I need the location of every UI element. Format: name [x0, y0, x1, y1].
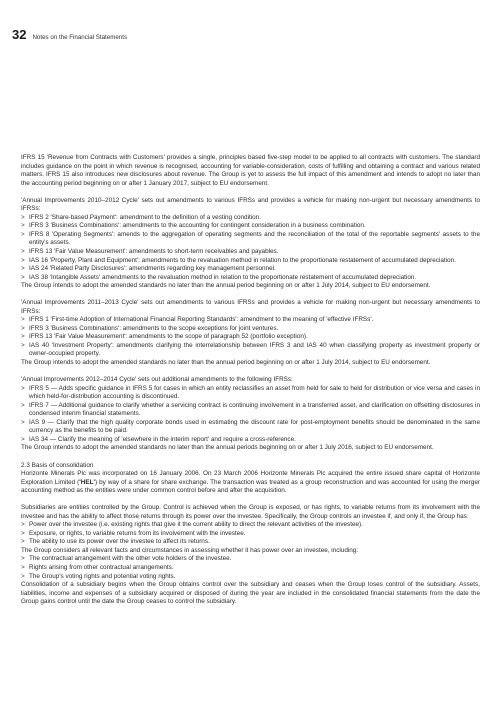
bullet-marker: > [21, 222, 25, 230]
bullet-marker: > [21, 213, 25, 221]
bullet-marker: > [21, 324, 25, 332]
cycle-2010-2012-list [21, 214, 480, 282]
control-criteria-list [21, 521, 480, 547]
bullet-marker: > [21, 538, 25, 546]
relevant-facts-list [21, 555, 480, 581]
list-item: > IFRS 5 — Adds specific guidance in IFRS 5 for cases in which an entity reclassifies an asset from held for sale to held for distribution or vice versa and cases in which held-for-distribution accounting is discontinued. [21, 384, 480, 401]
bullet-marker: > [21, 418, 25, 426]
cycle-2012-2014-intro: 'Annual Improvements 2012–2014 Cycle' sets out additional amendments to the following IFRSs: [21, 376, 293, 384]
bullet-marker: > [21, 401, 25, 409]
bullet-marker: > [21, 273, 25, 281]
list-item: > The ability to use its power over the investee to affect its returns. [21, 538, 210, 546]
list-item: > IFRS 7 — Additional guidance to clarify whether a servicing contract is continuing involvement in a transferred asset, and clarification on offsetting disclosures in condensed interim financial statements. [21, 401, 480, 418]
list-item: > IFRS 1 'First-time Adoption of International Financial Reporting Standards': amendment to the meaning of 'effective IFRSs'. [21, 316, 374, 324]
bullet-marker: > [21, 341, 25, 349]
bullet-marker: > [21, 316, 25, 324]
header-title: Notes on the Financial Statements [32, 34, 128, 41]
list-item: > IAS 34 — Clarify the meaning of 'elsewhere in the interim report' and require a cross-reference. [21, 435, 296, 443]
basis-paragraph-4: Consolidation of a subsidiary begins when the Group obtains control over the subsidiary and ceases when the Group loses control of the subsidiary. Assets, liabilities, income and expenses of a subsidiary acquired or disposed of during the year are included in the consolidated financial statements from the date the Group gains control until the date the Group ceases to control the subsidiary. [21, 581, 480, 606]
list-item: > IFRS 13 'Fair Value Measurement': amendments to the scope of paragraph 52 (portfolio exception). [21, 333, 308, 341]
list-item: > The contractual arrangement with the other vote holders of the investee. [21, 555, 232, 563]
cycle-2010-2012-intro: 'Annual Improvements 2010–2012 Cycle' sets out amendments to various IFRSs and provides a vehicle for making non-urgent but necessary amendments to IFRSs: [21, 196, 480, 213]
cycle-2011-2013-list [21, 316, 480, 359]
bullet-marker: > [21, 247, 25, 255]
list-item: > Exposure, or rights, to variable returns from its involvement with the investee. [21, 529, 246, 537]
list-item: > IFRS 3 'Business Combinations': amendments to the scope exceptions for joint ventures. [21, 324, 279, 332]
section-heading: 2.3 Basis of consolidation [21, 461, 94, 469]
bullet-marker: > [21, 572, 25, 580]
list-item: > IFRS 8 'Operating Segments': amends to the aggregation of operating segments and the reconciliation of the total of the reportable segments' assets to the entity's assets. [21, 230, 480, 247]
list-item: > The Group's voting rights and potential voting rights. [21, 572, 176, 580]
bullet-marker: > [21, 333, 25, 341]
cycle-2012-2014-closing: The Group intends to adopt the amended standards no later than the annual periods beginning on or after 1 July 2016, subject to EU endorsement. [21, 444, 434, 452]
list-item: > Power over the investee (i.e. existing rights that give it the current ability to direct the relevant activities of the investee). [21, 521, 363, 529]
page-number: 32 [12, 27, 27, 42]
bullet-marker: > [21, 265, 25, 273]
list-item: > IFRS 13 'Fair Value Measurement': amendments to short-term receivables and payables. [21, 247, 279, 255]
bullet-marker: > [21, 529, 25, 537]
hel-abbreviation: 'HEL' [79, 478, 96, 486]
bullet-marker: > [21, 555, 25, 563]
bullet-marker: > [21, 384, 25, 392]
basis-paragraph-1: Horizonte Minerals Plc was incorporated on 16 January 2006. On 23 March 2006 Horizonte Minerals Plc acquired the entire issued share capital of Horizonte Exploration Limited ('HEL') by way of a share for share exchange. The transaction was treated as a group reconstruction and was accounted for using the merger accounting method as the entities were under common control before and after the acquisition. [21, 470, 480, 495]
list-item: > IAS 40 'Investment Property': amendments clarifying the interrelationship between IFRS 3 and IAS 40 when classifying property as investment property or owner-occupied property. [21, 341, 480, 358]
list-item: > IAS 9 — Clarify that the high quality corporate bonds used in estimating the discount rate for post-employment benefits should be denominated in the same currency as the benefits to be paid. [21, 418, 480, 435]
bullet-marker: > [21, 564, 25, 572]
notes-body [21, 154, 480, 607]
basis-paragraph-2: Subsidiaries are entities controlled by the Group. Control is achieved when the Group is exposed, or has rights, to variable returns from its involvement with the investee and has the ability to affect those returns through its power over the investee. Specifically, the Group controls an investee if, and only if, the Group has: [21, 504, 480, 520]
list-item: > Rights arising from other contractual arrangements. [21, 564, 174, 572]
cycle-2012-2014-list [21, 385, 480, 445]
bullet-marker: > [21, 230, 25, 238]
list-item: > IAS 38 'Intangible Assets' amendments to the revaluation method in relation to the proportionate restatement of accumulated depreciation. [21, 273, 417, 281]
list-item: > IAS 24 'Related Party Disclosures': amendments regarding key management personnel. [21, 265, 276, 273]
cycle-2010-2012-closing: The Group intends to adopt the amended standards no later than the annual period beginning on or after 1 July 2014, subject to EU endorsement. [21, 282, 431, 290]
list-item: > IFRS 2 'Share-based Payment': amendment to the definition of a vesting condition. [21, 213, 261, 221]
list-item: > IFRS 3 'Business Combinations': amendments to the accounting for contingent consideration in a business combination. [21, 222, 366, 230]
basis-paragraph-3: The Group considers all relevant facts and circumstances in assessing whether it has power over an investee, including: [21, 546, 359, 554]
cycle-2011-2013-closing: The Group intends to adopt the amended standards no later than the annual period beginning on or after 1 July 2014, subject to EU endorsement. [21, 359, 431, 367]
page-header [12, 27, 127, 42]
bullet-marker: > [21, 521, 25, 529]
bullet-marker: > [21, 256, 25, 264]
cycle-2011-2013-intro: 'Annual Improvements 2011–2013 Cycle' sets out amendments to various IFRSs and provides a vehicle for making non-urgent but necessary amendments to IFRSs: [21, 299, 480, 315]
bullet-marker: > [21, 435, 25, 443]
ifrs15-paragraph: IFRS 15 'Revenue from Contracts with Customers' provides a single, principles based five-step model to be applied to all contracts with customers. The standard includes guidance on the point in which revenue is recognised, accounting for variable-consideration, costs of fulfilling and obtaining a contract and various related matters. IFRS 15 also introduces new disclosures about revenue. The Group is yet to assess the full impact of this amendment and intends to adopt no later than the accounting period beginning on or after 1 January 2017, subject to EU endorsement. [21, 154, 480, 187]
list-item: > IAS 16 'Property, Plant and Equipment': amendments to the revaluation method in relation to the proportionate restatement of accumulated depreciation. [21, 256, 456, 264]
